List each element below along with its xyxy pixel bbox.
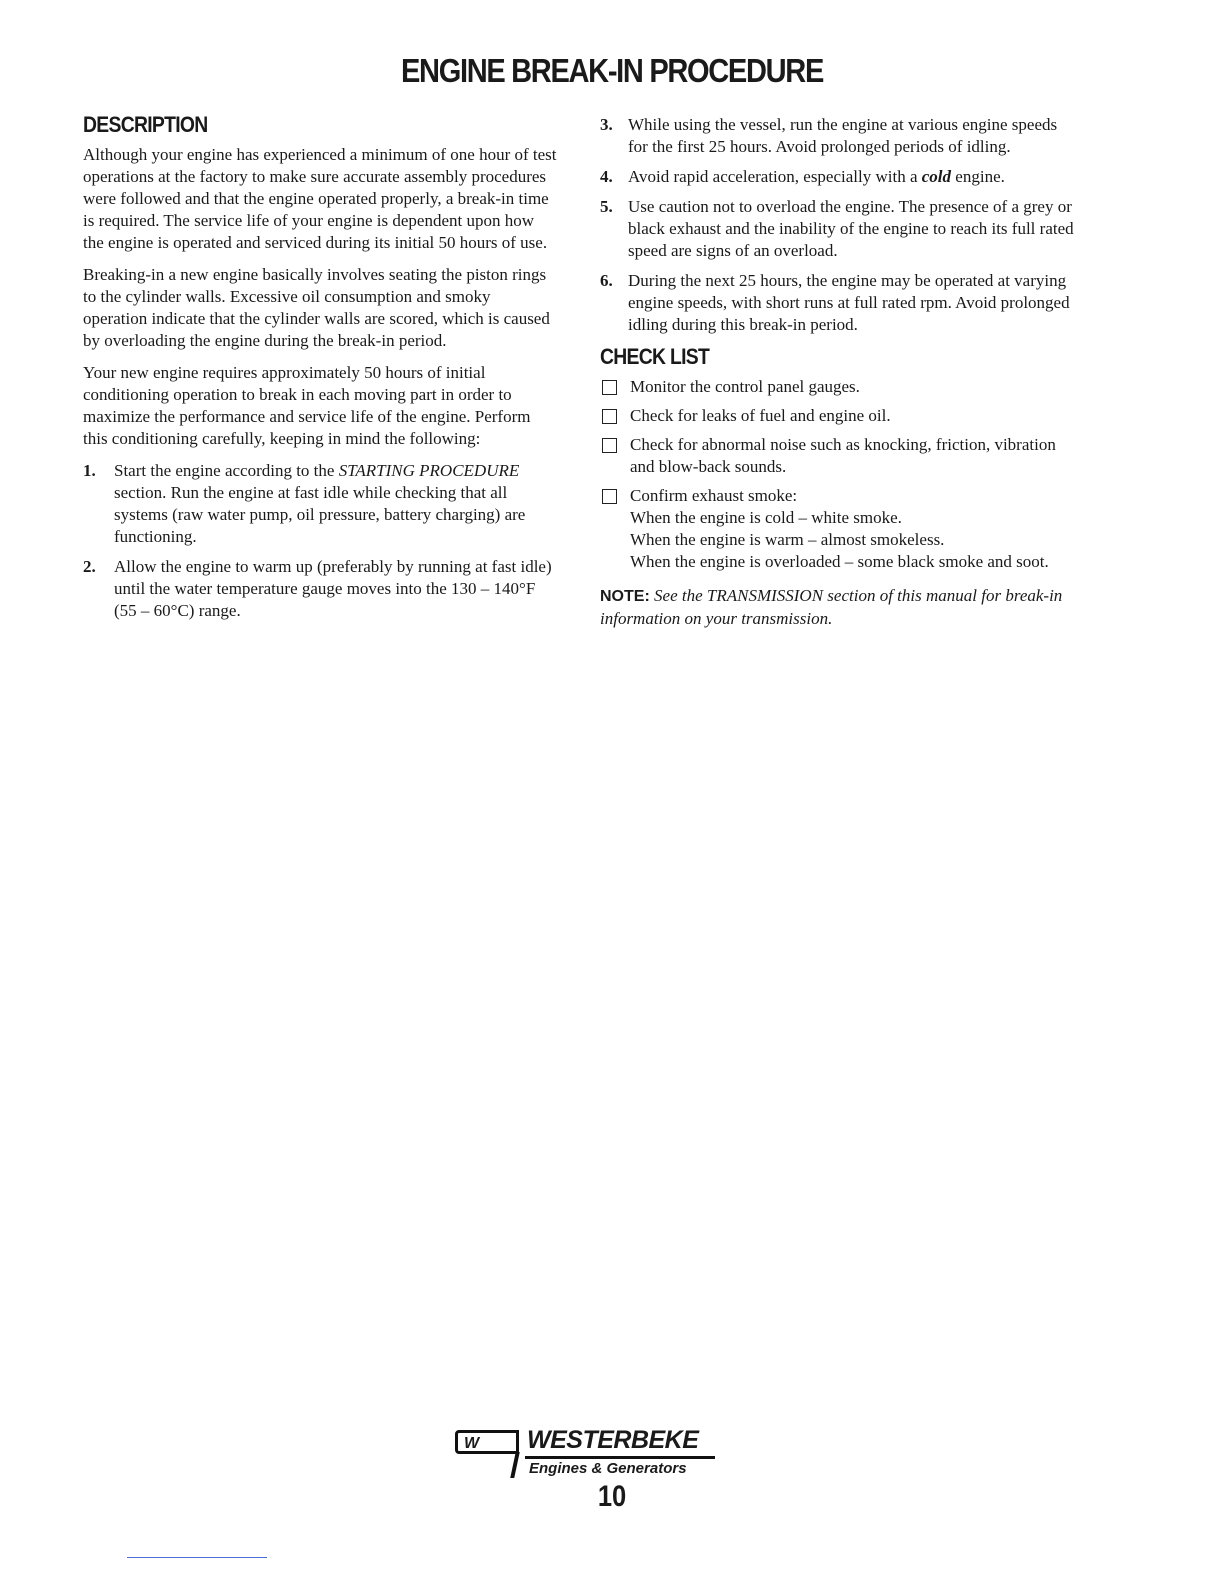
- step-item: [600, 196, 1080, 262]
- checklist-text: Check for abnormal noise such as knocking, friction, vibration and blow-back sounds.: [630, 435, 1056, 476]
- checklist-item: [600, 376, 1080, 398]
- note-label: NOTE:: [600, 588, 650, 605]
- exhaust-line: When the engine is warm – almost smokeless.: [630, 530, 945, 549]
- emphasis: cold: [921, 167, 952, 186]
- step-text: Use caution not to overload the engine. The presence of a grey or black exhaust and the inability of the engine to reach its full rated speed are signs of an overload.: [628, 197, 1074, 260]
- step-reference: STARTING PROCEDURE: [338, 461, 520, 480]
- logo-stem: [510, 1452, 520, 1478]
- exhaust-line: When the engine is overloaded – some black smoke and soot.: [630, 552, 1049, 571]
- logo-mark-letter: W: [464, 1435, 478, 1452]
- westerbeke-logo: [455, 1428, 755, 1488]
- step-text: While using the vessel, run the engine at various engine speeds for the first 25 hours. Avoid prolonged periods of idling.: [628, 115, 1058, 156]
- note: [600, 585, 1080, 630]
- note-text: See the TRANSMISSION section of this manual for break-in information on your transmission.: [600, 586, 1063, 628]
- step-text: During the next 25 hours, the engine may be operated at varying engine speeds, with short runs at full rated rpm. Avoid prolonged idling during this break-in period.: [628, 271, 1070, 334]
- step-number: 5.: [600, 197, 613, 216]
- exhaust-check: [630, 485, 1080, 573]
- logo-tagline: Engines & Generators: [529, 1460, 687, 1477]
- checklist-heading: CHECK LIST: [600, 344, 710, 369]
- step-number: 4.: [600, 167, 613, 186]
- step-number: 6.: [600, 271, 613, 290]
- step-item: [600, 270, 1080, 336]
- page-number: 10: [597, 1480, 627, 1513]
- step-text: Allow the engine to warm up (preferably by running at fast idle) until the water temperature gauge moves into the 130 – 140°F (55 – 60°C) range.: [114, 557, 552, 620]
- description-paragraph: Breaking-in a new engine basically involves seating the piston rings to the cylinder walls. Excessive oil consumption and smoky operation indicate that the cylinder walls are scored, which is caused by overloading the engine during the break-in period.: [83, 265, 550, 350]
- logo-underline: [525, 1456, 715, 1459]
- footer-divider: [127, 1557, 267, 1558]
- description-heading: DESCRIPTION: [83, 112, 208, 137]
- checklist-item: [600, 405, 1080, 427]
- page-title: ENGINE BREAK-IN PROCEDURE: [400, 52, 823, 89]
- checklist-text: Check for leaks of fuel and engine oil.: [630, 406, 891, 425]
- description-paragraph: Although your engine has experienced a minimum of one hour of test operations at the factory to make sure accurate assembly procedures were followed and that the engine operated properly, a break-in time is required. The service life of your engine is dependent upon how the engine is operated and serviced during its initial 50 hours of use.: [83, 145, 557, 252]
- exhaust-line: When the engine is cold – white smoke.: [630, 508, 902, 527]
- left-column: [83, 114, 558, 630]
- step-number: 2.: [83, 557, 96, 576]
- checklist-item: [600, 434, 1080, 478]
- step-text: Start the engine according to the STARTING PROCEDURE section. Run the engine at fast idle while checking that all systems (raw water pump, oil pressure, battery charging) are functioning.: [114, 461, 526, 546]
- right-column: [600, 114, 1080, 630]
- checkbox: [602, 380, 617, 395]
- step-item: [600, 114, 1080, 158]
- step-text: Avoid rapid acceleration, especially with a cold engine.: [628, 167, 1005, 186]
- checklist-item: [600, 485, 1080, 573]
- step-item: [83, 460, 558, 548]
- step-item: [83, 556, 558, 622]
- exhaust-label: Confirm exhaust smoke:: [630, 486, 798, 505]
- checklist-text: Monitor the control panel gauges.: [630, 377, 860, 396]
- step-number: 1.: [83, 461, 96, 480]
- step-number: 3.: [600, 115, 613, 134]
- checkbox: [602, 489, 617, 504]
- logo-mark: [455, 1430, 519, 1454]
- description-paragraph: Your new engine requires approximately 50 hours of initial conditioning operation to break in each moving part in order to maximize the performance and service life of the engine. Perform this conditioning carefully, keeping in mind the following:: [83, 363, 531, 448]
- step-item: [600, 166, 1080, 188]
- checkbox: [602, 409, 617, 424]
- checkbox: [602, 438, 617, 453]
- logo-name: WESTERBEKE: [527, 1426, 699, 1454]
